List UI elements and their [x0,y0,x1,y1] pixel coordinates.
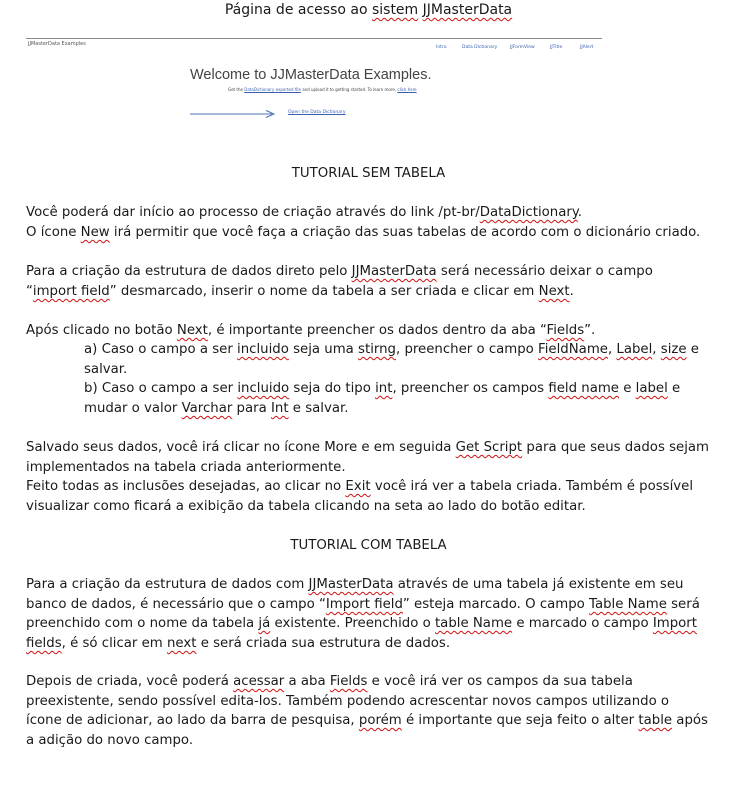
paragraph-line [26,672,633,692]
text: ”. [584,323,596,338]
text: e [618,381,636,396]
text: . [577,205,583,220]
text: import field [32,284,110,299]
text: field name [548,381,619,396]
nav-link[interactable]: Intro [436,45,447,50]
paragraph-line [26,282,574,302]
welcome-heading: Welcome to JJMasterData Examples. [190,67,432,83]
paragraph-line [26,438,709,458]
text: ícone de adicionar, ao lado da barra de pesquisa, [26,713,359,728]
text: e [667,381,681,396]
text: Next [538,284,570,299]
text: , [652,342,661,357]
text: incluido [237,342,289,357]
text: , é importante preencher os dados dentro da aba “ [207,323,547,338]
text: table [638,713,673,728]
paragraph-line: preexistente, sendo possível edita-los. Também podendo acrescentar novos campos utilizando o [26,694,670,709]
nav-link[interactable]: JJTitle [550,45,563,50]
brand-label: JJMasterData Examples [28,41,86,47]
text: Varchar [181,401,233,416]
text: label [635,381,668,396]
divider [26,38,602,39]
text: table Name [434,616,513,631]
text: Next [176,323,208,338]
text: e marcado o campo [512,616,653,631]
open-dictionary-link[interactable]: Open the Data Dictionary [288,110,346,115]
paragraph-line [26,223,700,243]
title-word: JJMasterData [422,2,513,18]
text: a) Caso o campo a ser [84,342,238,357]
text: Import [652,616,697,631]
text: Int [271,401,289,416]
text: “ [26,284,33,299]
title-text: Página de acesso ao [224,2,372,18]
text: Feito todas as inclusões desejadas, ao clicar no [26,479,346,494]
text: Fields [329,674,368,689]
paragraph-line [26,575,683,595]
paragraph-line: a adição do novo campo. [26,733,194,748]
text: Import field [325,597,403,612]
paragraph-line [26,595,700,615]
learn-more-link[interactable]: click here [397,87,417,92]
text: através de uma tabela já existente em seu [393,577,684,592]
text: seja uma [288,342,359,357]
text: existente. Preenchido o [270,616,435,631]
section-heading: TUTORIAL SEM TABELA [291,166,446,181]
text: fields [26,636,62,651]
text: ” esteja marcado. O campo [402,597,590,612]
text: DataDictionary [479,205,578,220]
text: Fields [546,323,585,338]
text: , preencher o campo [395,342,539,357]
text: acessar [233,674,285,689]
text: Get Script [455,440,523,455]
paragraph-line [26,634,450,654]
text: e [686,342,699,357]
text: banco de dados, é necessário que o campo “ [26,597,326,612]
text: next [167,636,197,651]
text: Depois de criada, você poderá [26,674,234,689]
text: incluido [237,381,290,396]
text: Para a criação da estrutura de dados direto pelo [26,264,352,279]
paragraph-line: implementados na tabela criada anteriormente. [26,460,346,475]
text: já [258,616,271,631]
title-word: sistem [371,2,419,18]
text: para que seus dados sejam [522,440,710,455]
text: Exit [345,479,371,494]
text: mudar o valor [84,401,182,416]
text: . [569,284,574,299]
text: e salvar. [288,401,349,416]
text: é importante que seja feito o alter [401,713,639,728]
text: Você poderá dar início ao processo de criação através do link /pt-br/ [26,205,480,220]
text: Para a criação da estrutura de dados com [26,577,309,592]
text: , é só clicar em [61,636,167,651]
list-item-line [84,340,699,360]
paragraph-line [26,262,653,282]
text: Após clicado no botão [26,323,177,338]
text: Salvado seus dados, você irá clicar no ícone More e em seguida [26,440,456,455]
paragraph-line: visualizar como ficará a exibição da tabela clicando na seta ao lado do botão editar. [26,499,586,514]
text: após [672,713,708,728]
list-item-line [84,399,348,419]
text: você irá ver a tabela criada. Também é possível [370,479,694,494]
text: preenchido com o nome da tabela [26,616,259,631]
text: e você irá ver os campos da sua tabela [367,674,633,689]
embedded-screenshot [26,36,604,128]
text: ” desmarcado, inserir o nome da tabela a ser criada e clicar em [109,284,539,299]
welcome-subtitle [228,87,417,92]
text: JJMasterData [308,577,394,592]
page-title [0,0,737,20]
nav-link[interactable]: JJAlert [580,45,594,50]
list-item-line: salvar. [84,362,128,377]
paragraph-line [26,321,595,341]
nav-link[interactable]: Data Dictionary [462,45,498,50]
text: porém [358,713,402,728]
text: e será criada sua estrutura de dados. [196,636,451,651]
text: seja do tipo [289,381,376,396]
text: Label [616,342,653,357]
sub-text: Get the [228,87,245,92]
text: , [607,342,617,357]
export-file-link[interactable]: DataDictionary exported file [244,87,301,92]
text: , preencher os campos [392,381,549,396]
text: será necessário deixar o campo [436,264,653,279]
text: size [660,342,687,357]
text: será [666,597,700,612]
paragraph-line [26,711,708,731]
paragraph-line [26,477,693,497]
paragraph-line [26,203,582,223]
text: New [80,225,110,240]
text: int [375,381,393,396]
text: FieldName [538,342,608,357]
text: Table Name [589,597,667,612]
text: a aba [284,674,330,689]
list-item-line [84,379,680,399]
nav-link[interactable]: JJFormView [510,45,535,50]
text: O ícone [26,225,81,240]
text: stirng [358,342,396,357]
paragraph-line [26,614,697,634]
arrow-right-icon [190,110,276,118]
text: b) Caso o campo a ser [84,381,238,396]
text: para [232,401,271,416]
text: JJMasterData [351,264,437,279]
text: irá permitir que você faça a criação das suas tabelas de acordo com o dicionário criado. [109,225,701,240]
sub-text: and upload it to getting started. To learn more, [300,87,398,92]
section-heading: TUTORIAL COM TABELA [290,538,447,553]
